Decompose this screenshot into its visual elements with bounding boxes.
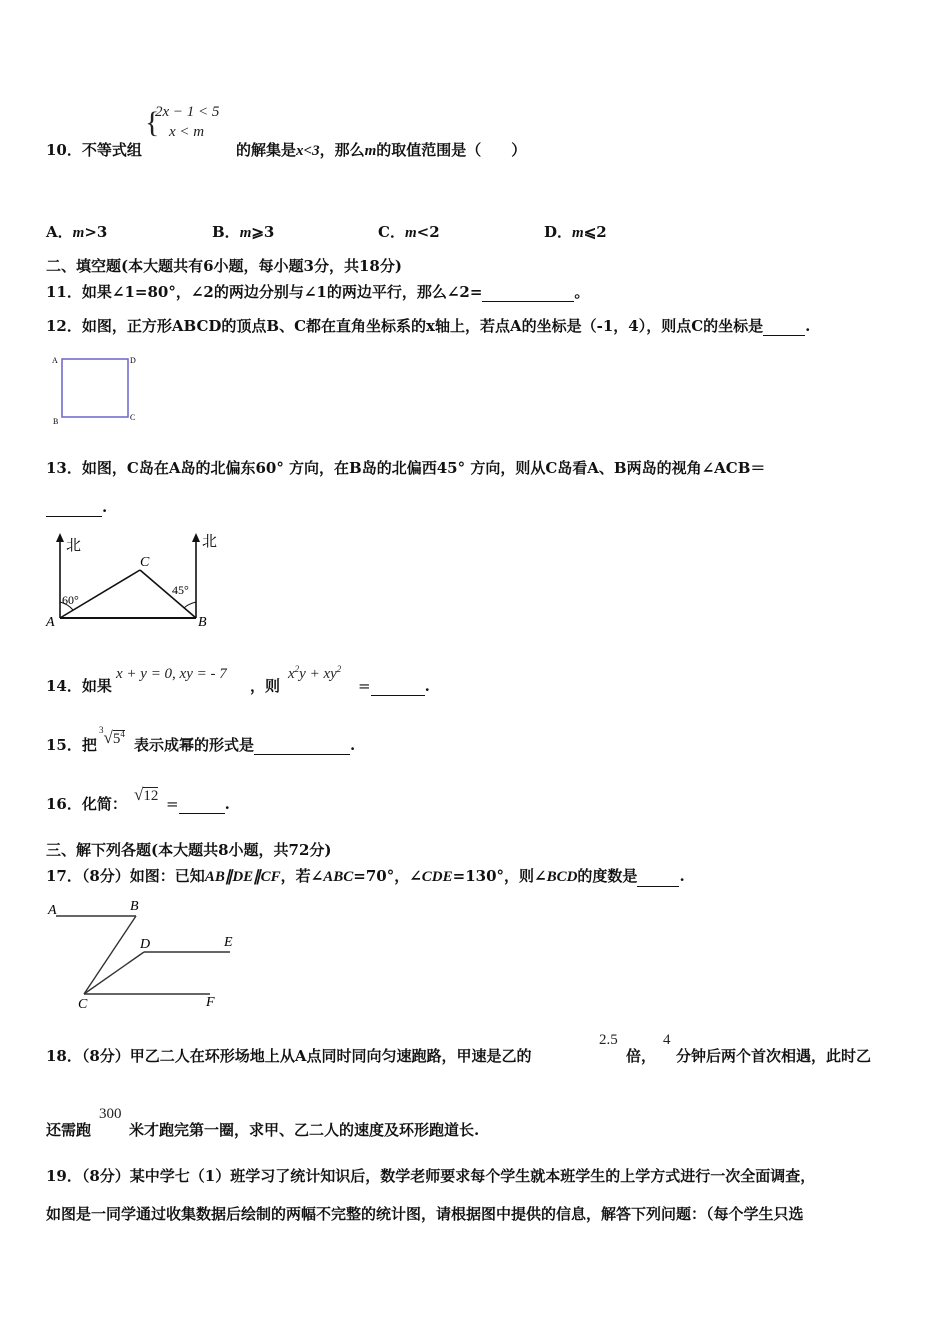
q16-radical: √12: [134, 785, 159, 804]
q18-tail: 分钟后两个首次相遇，此时乙: [676, 1047, 872, 1065]
label-b: B: [53, 417, 59, 426]
q14-condition: x + y = 0, xy = - 7: [116, 666, 227, 682]
north-arrow-a: [56, 533, 64, 542]
q18-minutes: 4: [663, 1032, 671, 1048]
north-arrow-b: [192, 533, 200, 542]
question-10-tail: 的解集是x<3，那么m的取值范围是（ ）: [236, 141, 527, 159]
q18-line2-tail: 米才跑完第一圈，求甲、乙二人的速度及环形跑道长.: [129, 1121, 480, 1139]
parallel-lines-figure: [44, 896, 244, 1010]
question-17: 17．（8分）如图：已知AB∥DE∥CF，若∠ABC=70°，∠CDE=130°，则∠BCD的度数是 .: [46, 867, 685, 885]
question-19-line1: 19．（8分）某中学七（1）班学习了统计知识后，数学老师要求每个学生就本班学生的上学方式进行一次全面调查，: [46, 1167, 816, 1185]
q18-times: 倍，: [626, 1047, 657, 1065]
q14-answer: = .: [358, 677, 430, 695]
angle-label-60: 60°: [62, 593, 79, 607]
q15-text: 表示成幂的形式是 .: [134, 736, 356, 754]
question-14: 14．如果: [46, 677, 112, 695]
label-b: B: [198, 615, 207, 630]
label-a: A: [52, 356, 58, 365]
q18-ratio: 2.5: [599, 1032, 618, 1048]
answer-blank: [371, 679, 425, 696]
question-15: 15．把: [46, 736, 97, 754]
question-11: 11．如果∠1=80°，∠2的两边分别与∠1的两边平行，那么∠2= 。: [46, 283, 590, 301]
label-d: D: [140, 937, 151, 952]
answer-blank: [763, 319, 805, 336]
question-18: 18．（8分）甲乙二人在环形场地上从A点同时同向匀速跑路，甲速是乙的: [46, 1047, 532, 1065]
section-3-heading: 三、解下列各题(本大题共8小题，共72分): [46, 841, 332, 859]
q10-lead: 不等式组: [81, 141, 142, 159]
label-c: C: [140, 555, 150, 570]
q10-option-a: A．m>3: [46, 223, 108, 241]
label-a: A: [46, 615, 55, 630]
label-c: C: [78, 997, 88, 1010]
square-abcd: [62, 359, 128, 417]
answer-blank: [179, 797, 225, 814]
label-a: A: [48, 903, 57, 918]
q15-radical: $^3√5^4$: [99, 725, 125, 747]
q10-number: 10．: [46, 141, 82, 159]
label-e: E: [224, 935, 233, 950]
q18-meters: 300: [99, 1106, 122, 1122]
question-12: 12．如图，正方形ABCD的顶点B、C都在直角坐标系的x轴上，若点A的坐标是（-1，4），则点C的坐标是 .: [46, 317, 811, 335]
brace-icon: {: [145, 106, 160, 139]
label-d: D: [130, 356, 136, 365]
question-13: 13．如图，C岛在A岛的北偏东60° 方向，在B岛的北偏西45° 方向，则从C岛看A、B两岛的视角∠ACB＝: [46, 459, 766, 477]
q10-option-c: C．m<2: [378, 223, 440, 241]
q16-answer: = .: [166, 795, 230, 813]
question-13-blank: .: [46, 497, 107, 517]
angle-label-45: 45°: [172, 583, 189, 597]
q10-system-line1: 2x − 1 < 5: [155, 104, 220, 120]
q10-option-d: D．m⩽2: [544, 223, 607, 241]
label-f: F: [206, 995, 215, 1010]
question-18-line2: 还需跑: [46, 1121, 92, 1139]
answer-blank: [482, 285, 574, 302]
question-19-line2: 如图是一同学通过收集数据后绘制的两幅不完整的统计图，请根据图中提供的信息，解答下列问题：（每个学生只选: [46, 1205, 804, 1223]
north-label-b: 北: [202, 534, 218, 550]
q14-expression: $x^2y + xy^2$: [288, 664, 342, 682]
square-abcd-figure: [50, 352, 144, 426]
q10-system-line2: x < m: [169, 124, 205, 140]
question-10: [46, 140, 142, 160]
q10-option-b: B．m⩾3: [212, 223, 275, 241]
answer-blank: [46, 500, 102, 517]
q14-then: ，则: [250, 677, 281, 695]
question-16: 16．化简：: [46, 795, 127, 813]
label-b: B: [130, 899, 139, 914]
answer-blank: [254, 738, 350, 755]
section-2-heading: 二、填空题(本大题共有6小题，每小题3分，共18分): [46, 257, 402, 275]
answer-blank: [637, 870, 679, 887]
label-c: C: [130, 413, 136, 422]
island-bearing-figure: [40, 530, 230, 632]
north-label-a: 北: [66, 538, 82, 554]
